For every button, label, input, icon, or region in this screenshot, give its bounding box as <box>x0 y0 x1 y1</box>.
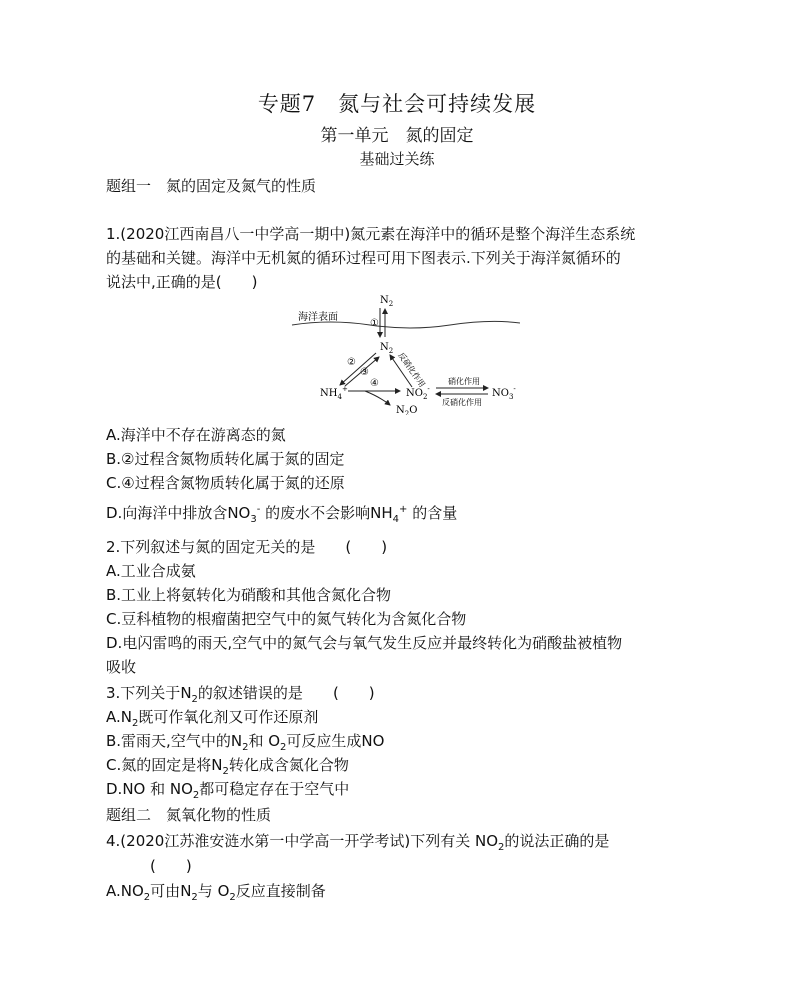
q2-option-b: B.工业上将氨转化为硝酸和其他含氮化合物 <box>106 586 392 604</box>
nitrification-label: 硝化作用 <box>448 377 480 386</box>
q2-option-a: A.工业合成氨 <box>106 562 196 580</box>
q3-stem: 3.下列关于$N_2$的叙述错误的是 ( ) <box>106 684 375 705</box>
drill-title: 基础过关练 <box>359 150 435 168</box>
group1-label: 题组一 氮的固定及氮气的性质 <box>106 177 317 195</box>
q1-option-a: A.海洋中不存在游离态的氮 <box>106 426 286 444</box>
step-2-label: ② <box>347 357 356 368</box>
step-1-label: ① <box>370 318 379 329</box>
no3-label: $NO_3^-$ <box>492 385 516 401</box>
n2o-label: $N_2O$ <box>396 405 418 415</box>
q1-stem-line2: 的基础和关键。海洋中无机氮的循环过程可用下图表示.下列关于海洋氮循环的 <box>106 249 621 267</box>
q1-stem-line1: 1.(2020江西南昌八一中学高一期中)氮元素在海洋中的循环是整个海洋生态系统 <box>106 225 636 243</box>
q3-option-b: B.雷雨天,空气中的$N_2$和 $O_2$可反应生成NO <box>106 732 385 753</box>
q3-option-d: D.NO 和 $NO_2$都可稳定存在于空气中 <box>106 780 350 801</box>
q2-stem: 2.下列叙述与氮的固定无关的是 ( ) <box>106 538 388 556</box>
group2-label: 题组二 氮氧化物的性质 <box>106 806 272 824</box>
denitrification-label-2: 反硝化作用 <box>442 398 482 407</box>
q1-stem-line3: 说法中,正确的是( ) <box>106 273 258 291</box>
n2-top-label: $N_2$ <box>380 295 394 308</box>
q2-option-c: C.豆科植物的根瘤菌把空气中的氮气转化为含氮化合物 <box>106 610 467 628</box>
q2-option-d-line1: D.电闪雷鸣的雨天,空气中的氮气会与氧气发生反应并最终转化为硝酸盐被植物 <box>106 634 623 652</box>
q4-stem-line1: 4.(2020江苏淮安涟水第一中学高一开学考试)下列有关 $NO_2$的说法正确的是 <box>106 832 610 853</box>
no2-label: $NO_2^-$ <box>406 385 430 401</box>
n2-mid-label: $N_2$ <box>380 342 394 355</box>
q2-option-d-line2: 吸收 <box>106 658 137 676</box>
step-3-label: ③ <box>360 367 369 378</box>
sea-surface-label: 海洋表面 <box>298 312 338 323</box>
q1-option-c: C.④过程含氮物质转化属于氮的还原 <box>106 474 345 492</box>
nitrogen-cycle-diagram <box>290 293 520 415</box>
q4-paren: ( ) <box>150 857 192 875</box>
denitrification-label: 反硝化作用 <box>396 350 427 389</box>
q3-option-c: C.氮的固定是将$N_2$转化成含氮化合物 <box>106 756 349 777</box>
main-title: 专题7 氮与社会可持续发展 <box>257 92 537 116</box>
nh4-label: $NH_4^+$ <box>320 385 348 401</box>
q4-option-a: $A.NO_2$可由$N_2$与 $O_2$反应直接制备 <box>106 882 326 903</box>
q1-option-d: D.向海洋中排放含$NO_3^-$ 的废水不会影响$NH_4^+$ 的含量 <box>106 504 458 525</box>
sub-title: 第一单元 氮的固定 <box>320 126 474 146</box>
q1-option-b: B.②过程含氮物质转化属于氮的固定 <box>106 450 345 468</box>
q3-option-a: $A.N_2$既可作氧化剂又可作还原剂 <box>106 708 319 729</box>
step-4-label: ④ <box>370 378 379 389</box>
